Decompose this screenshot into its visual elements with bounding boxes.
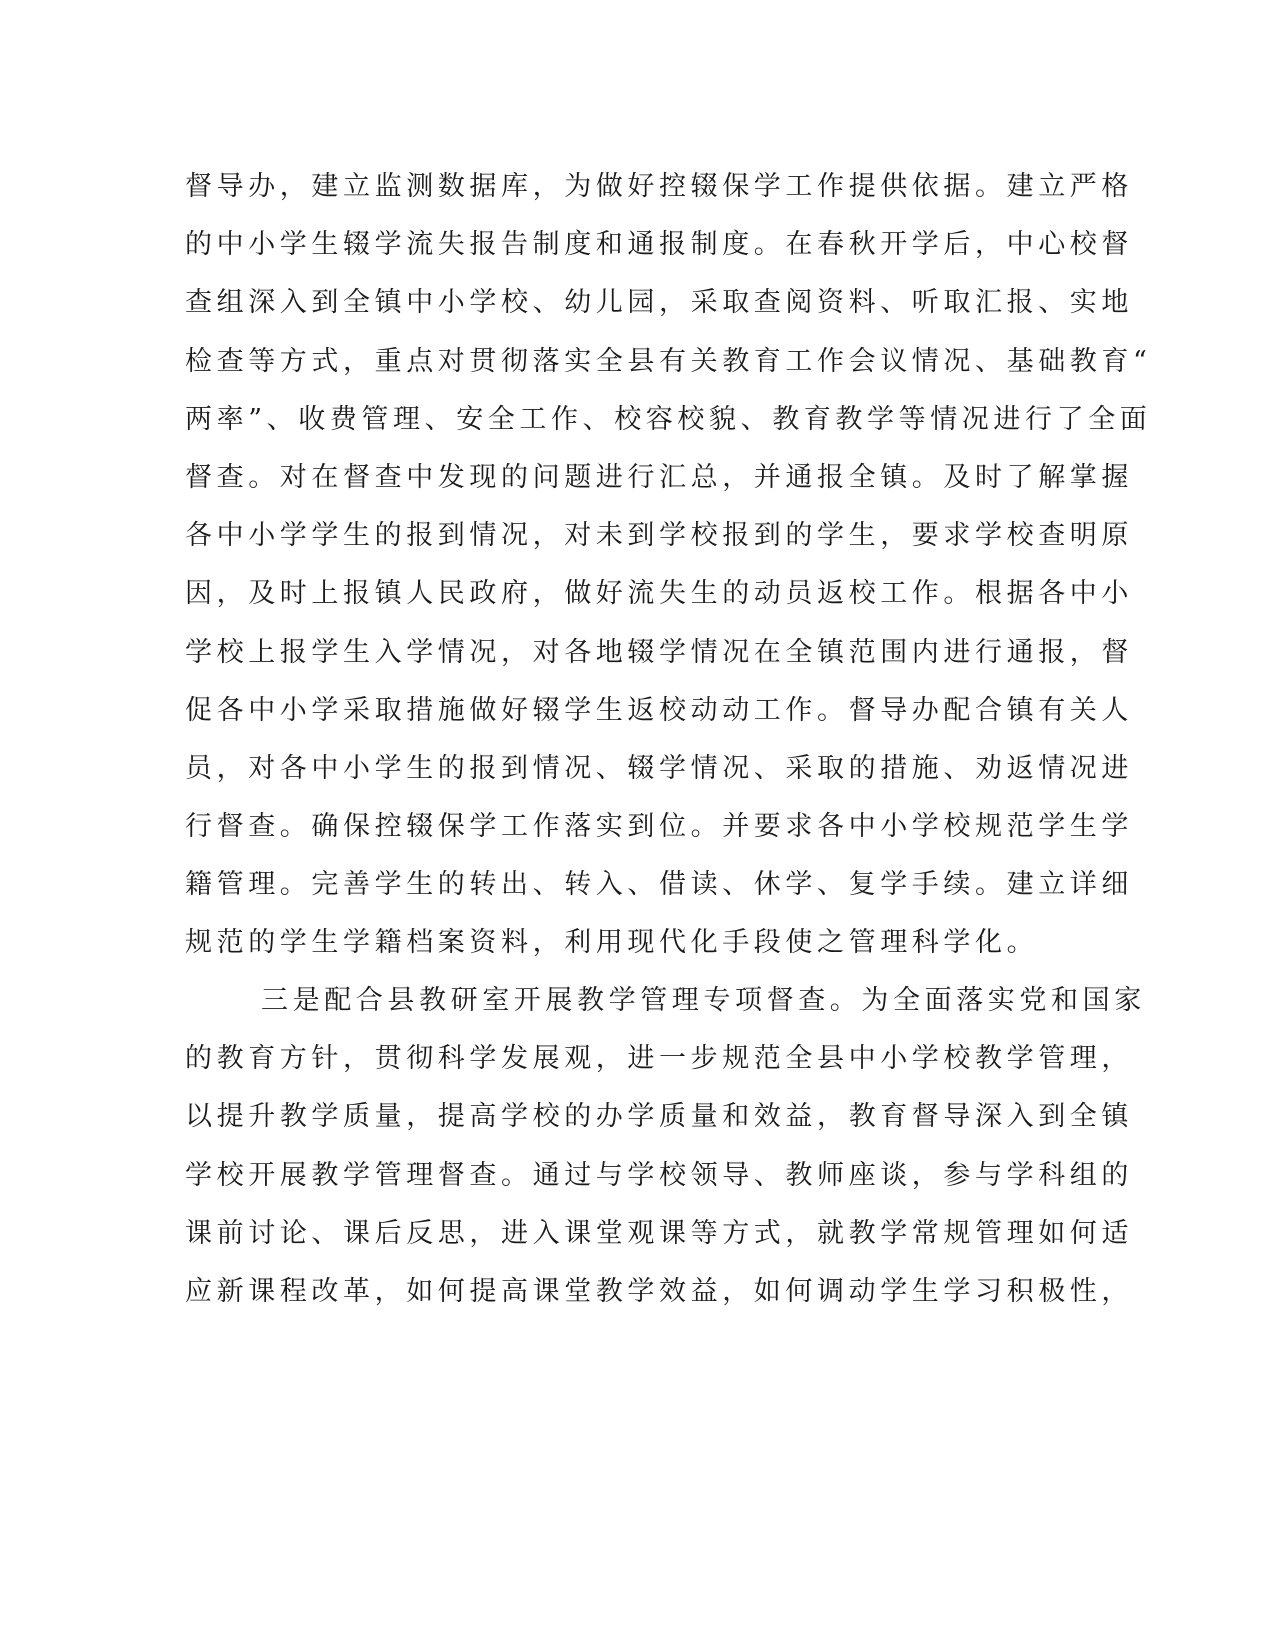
text-line: 行督查。确保控辍保学工作落实到位。并要求各中小学校规范学生学: [185, 811, 1133, 843]
text-line: 检查等方式，重点对贯彻落实全县有关教育工作会议情况、基础教育“: [185, 345, 1152, 377]
text-line: 促各中小学采取措施做好辍学生返校动动工作。督导办配合镇有关人: [185, 694, 1133, 726]
text-line: 规范的学生学籍档案资料，利用现代化手段使之管理科学化。: [185, 927, 1039, 959]
text-line: 课前讨论、课后反思，进入课堂观课等方式，就教学常规管理如何适: [185, 1217, 1133, 1249]
text-line: 学校上报学生入学情况，对各地辍学情况在全镇范围内进行通报，督: [185, 636, 1133, 668]
text-line: 学校开展教学管理督查。通过与学校领导、教师座谈，参与学科组的: [185, 1159, 1133, 1191]
text-line: 督导办，建立监测数据库，为做好控辍保学工作提供依据。建立严格: [185, 171, 1133, 202]
paragraph-three: [185, 972, 1146, 1321]
text-line: 以提升教学质量，提高学校的办学质量和效益，教育督导深入到全镇: [185, 1101, 1133, 1133]
text-line: 的教育方针，贯彻科学发展观，进一步规范全县中小学校教学管理，: [185, 1043, 1133, 1075]
text-line: 的中小学生辍学流失报告制度和通报制度。在春秋开学后，中心校督: [185, 229, 1133, 261]
text-line: 两率”、收费管理、安全工作、校容校貌、教育教学等情况进行了全面: [185, 403, 1152, 435]
text-line: 各中小学学生的报到情况，对未到学校报到的学生，要求学校查明原: [185, 520, 1133, 552]
text-line: 督查。对在督查中发现的问题进行汇总，并通报全镇。及时了解掌握: [185, 461, 1133, 493]
text-line: 员，对各中小学生的报到情况、辍学情况、采取的措施、劝返情况进: [185, 752, 1133, 784]
text-line: 籍管理。完善学生的转出、转入、借读、休学、复学手续。建立详细: [185, 869, 1133, 901]
text-line: 因，及时上报镇人民政府，做好流失生的动员返校工作。根据各中小: [185, 578, 1133, 610]
paragraph-continued: [185, 158, 1152, 973]
text-line: 查组深入到全镇中小学校、幼儿园，采取查阅资料、听取汇报、实地: [185, 287, 1133, 319]
text-line-indented: 三是配合县教研室开展教学管理专项督查。为全面落实党和国家: [261, 985, 1146, 1016]
text-line: 应新课程改革，如何提高课堂教学效益，如何调动学生学习积极性，: [185, 1275, 1133, 1307]
